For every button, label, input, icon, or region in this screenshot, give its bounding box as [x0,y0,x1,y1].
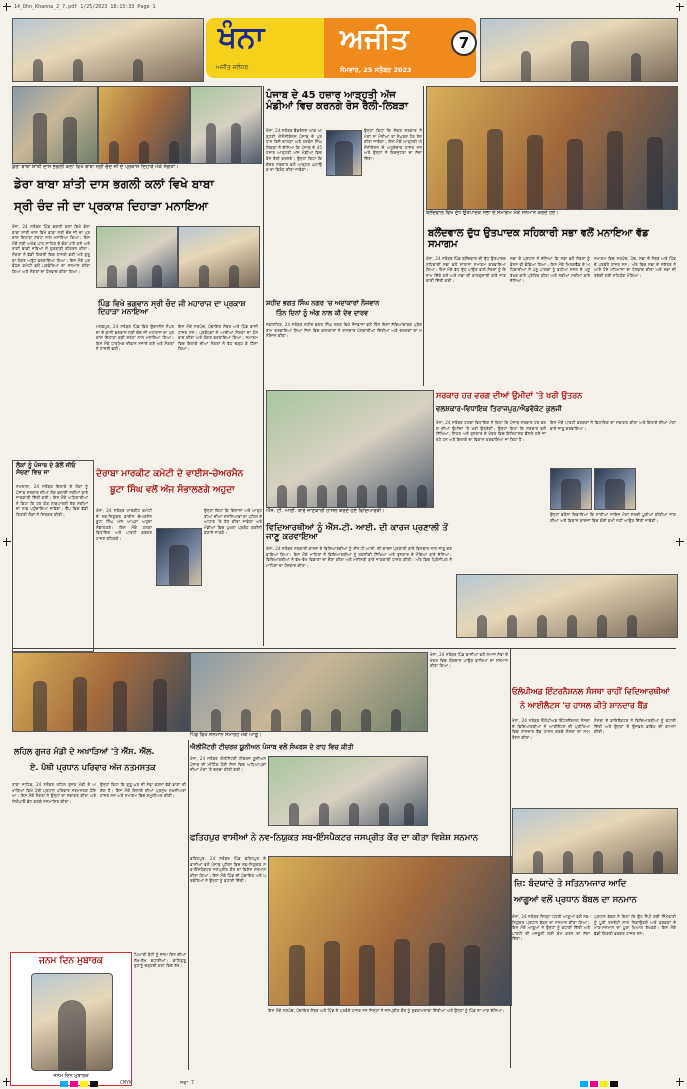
story-headline: ਸ੍ਰੀ ਚੰਦ ਜੀ ਦਾ ਪ੍ਰਕਾਸ਼ ਦਿਹਾੜਾ ਮਨਾਇਆ [14,199,208,213]
story-headline: ਨੇ ਆਈਲੈਟਸ 'ਚ ਹਾਸਲ ਕੀਤੇ ਸ਼ਾਨਦਾਰ ਬੈਂਡ [520,701,648,710]
group-photo [268,856,512,1006]
article-body-text: ਇਸ ਮੌਕੇ ਪਾਰਟੀ ਵਰਕਰਾਂ ਨੇ ਵਿਧਾਇਕ ਦਾ ਸਵਾਗਤ ਕੀਤਾ ਅਤੇ ਇਲਾਕੇ ਦੀਆਂ ਮੰਗਾਂ ਬਾਰੇ ਜਾਣੂ ਕਰਵਾਇਆ। [550,420,676,431]
story-photo [98,86,190,164]
masthead-date: ਸੋਮਵਾਰ, 25 ਸਤੰਬਰ 2023 [340,66,412,74]
story-headline: ਸਰਕਾਰ ਹਰ ਵਰਗ ਦੀਆਂ ਉਮੀਦਾਂ 'ਤੇ ਖਰੀ ਉਤਰਨ [436,391,583,400]
column-rule [510,648,511,1068]
story-headline: ਐਲੀਮੈਂਟਰੀ ਟੀਚਰਜ਼ ਯੂਨੀਅਨ ਪੰਜਾਬ ਵਲੋਂ ਸੰਘਰਸ਼ ਦੇ ਰਾਹ ਵਿਚ ਕੀਤੀ [190,743,354,751]
birthday-caption: ਜਨਮ ਦਿਨ ਮੁਬਾਰਕ [53,1073,89,1079]
registration-color-swatch [600,1081,608,1087]
article-body-text: ਸੰਸਥਾ ਦੇ ਡਾਇਰੈਕਟਰ ਨੇ ਵਿਦਿਆਰਥੀਆਂ ਨੂੰ ਵਧਾਈ ਦਿੱਤੀ ਅਤੇ ਉਨ੍ਹਾਂ ਦੇ ਉਜਵਲ ਭਵਿੱਖ ਦੀ ਕਾਮਨਾ ਕੀਤੀ। [594,718,676,735]
story-photo [96,226,178,288]
photo-caption: ਡੇਰਾ ਬਾਬਾ ਸ਼ਾਂਤੀ ਦਾਸ ਭਗਲੀ ਕਲਾਂ ਵਿਖੇ ਬਾਬਾ ਸ੍ਰੀ ਚੰਦ ਜੀ ਦੇ ਪ੍ਰਕਾਸ਼ ਦਿਹਾੜੇ ਮੌਕੇ ਸੰਗਤਾਂ। [12,164,179,170]
article-body-text: ਪ੍ਰਧਾਨ ਬੱਬਲ ਨੇ ਕਿਹਾ ਕਿ ਉਹ ਸੌਂਪੀ ਗਈ ਜ਼ਿੰਮੇਵਾਰੀ ਨੂੰ ਪੂਰੀ ਤਨਦੇਹੀ ਨਾਲ ਨਿਭਾਉਣਗੇ ਅਤੇ ਵਰਕਰਾਂ ਦੇ ਮਾਣ-ਸਨਮਾਨ ਦਾ ਪੂਰਾ ਖ਼ਿਆਲ ਰੱਖਣਗੇ। ਇਸ ਮੌਕੇ ਵੱਡੀ ਗਿਣਤੀ ਵਰਕਰ ਹਾਜ਼ਰ ਸਨ। [594,914,676,936]
page-number: 7 [451,30,477,56]
registration-color-swatch [610,1081,618,1087]
story-headline: ਏ. ਪੰਥੀ ਪ੍ਰਧਾਨ ਪਰਿਵਾਰ ਅੱਜ ਨਤਮਸਤਕ [30,763,156,772]
group-photo [266,390,434,508]
masthead-paper-title: ਅਜੀਤ [340,22,409,55]
group-photo [268,756,428,826]
column-rule [263,86,264,646]
article-body-text: ਫਤਿਹਪੁਰ, 24 ਸਤੰਬਰ ਪਿੰਡ ਫਤਿਹਪੁਰ ਦੇ ਵਾਸੀਆਂ ਵਲੋਂ ਪੰਜਾਬ ਪੁਲਿਸ ਵਿਚ ਨਵ-ਨਿਯੁਕਤ ਸਬ-ਇੰਸਪੈਕਟਰ ਜਸਪ੍ਰੀਤ ਕੌਰ ਦਾ ਵਿਸ਼ੇਸ਼ ਸਨਮਾਨ ਕੀਤਾ ਗਿਆ। ਇਸ ਮੌਕੇ ਪਿੰਡ ਦੀ ਪੰਚਾਇਤ ਅਤੇ ਪਤਵੰਤਿਆਂ ਨੇ ਉਨ੍ਹਾਂ ਨੂੰ ਵਧਾਈ ਦਿੱਤੀ। [190,856,266,884]
story-headline: ਜ਼ਿ: ਬੰਦਯਾਦੇ ਤੇ ਸਤਿਨਾਮਜਾਰ ਆਦਿ [514,879,627,889]
story-headline: ਦੇਰਾਬਾ ਮਾਰਕੀਟ ਕਮੇਟੀ ਦੇ ਵਾਈਸ-ਚੇਅਰਮੈਨ [96,469,244,479]
article-body-text: ਇਸ ਮੌਕੇ ਸਰਪੰਚ, ਪੰਚਾਇਤ ਮੈਂਬਰ ਅਤੇ ਪਿੰਡ ਵਾਸੀ ਹਾਜ਼ਰ ਸਨ। ਪ੍ਰਬੰਧਕਾਂ ਨੇ ਆਈਆਂ ਸੰਗਤਾਂ ਦਾ ਧੰਨਵਾਦ ਕੀਤਾ ਅਤੇ ਲੰਗਰ ਵਰਤਾਇਆ ਗਿਆ। ਸਮਾਗਮ ਵਿਚ ਇਲਾਕੇ ਦੀਆਂ ਸੰਗਤਾਂ ਨੇ ਵੱਧ ਚੜ੍ਹ ਕੇ ਹਿੱਸਾ ਲਿਆ। [178,324,258,352]
crop-mark [676,1078,684,1086]
article-body-text: ਉਨ੍ਹਾਂ ਕਿਹਾ ਕਿ ਗੁਰੂ ਘਰ ਦੀ ਸੇਵਾ ਕਰਨਾ ਵੱਡੇ ਭਾਗਾਂ ਦੀ ਗੱਲ ਹੈ। ਇਸ ਮੌਕੇ ਇਲਾਕੇ ਦੀਆਂ ਪ੍ਰਮੁੱਖ ਸ਼ਖ਼ਸੀਅਤਾਂ ਹਾਜ਼ਰ ਸਨ ਅਤੇ ਸਮਾਗਮ ਵਿਚ ਸ਼ਮੂਲੀਅਤ ਕੀਤੀ। [100,782,186,799]
article-body-text: ਖੰਨਾ, 24 ਸਤੰਬਰ ਫੈਡਰੇਸ਼ਨ ਆਫ਼ ਆੜ੍ਹਤੀ ਐਸੋਸੀਏਸ਼ਨ ਪੰਜਾਬ ਦੇ ਪ੍ਰਧਾਨ ਵਿਜੇ ਕਾਲੜਾ ਅਤੇ ਹਰਬੰਸ ਸਿੰਘ ਲਿਬੜਾ ਨੇ ਦੱਸਿਆ ਕਿ ਪੰਜਾਬ ਦੇ 45 ਹਜ਼ਾਰ ਆੜ੍ਹਤੀ ਅੱਜ ਮੰਡੀਆਂ ਵਿਚ ਰੋਸ ਰੈਲੀ ਕਰਨਗੇ। ਉਨ੍ਹਾਂ ਕਿਹਾ ਕਿ ਕੇਂਦਰ ਸਰਕਾਰ ਵਲੋਂ ਆੜ੍ਹਤ ਘਟਾਉਣ ਦਾ ਵਿਰੋਧ ਕੀਤਾ ਜਾਵੇਗਾ। [266,128,322,173]
story-headline: ਡੇਰਾ ਬਾਬਾ ਸ਼ਾਂਤੀ ਦਾਸ ਭਗਲੀ ਕਲਾਂ ਵਿਖੇ ਬਾਬਾ [14,177,214,191]
footer-code-left: CMYK [120,1080,133,1086]
group-photo [456,574,678,638]
article-body-text: ਖੰਨਾ, 24 ਸਤੰਬਰ ਓਲੰਪੀਅਡ ਇੰਟਰਨੈਸ਼ਨਲ ਸੰਸਥਾ ਦੇ ਵਿਦਿਆਰਥੀਆਂ ਨੇ ਆਈਲੈਟਸ ਦੀ ਪ੍ਰੀਖਿਆ ਵਿਚ ਸ਼ਾਨਦਾਰ ਬੈਂਡ ਹਾਸਲ ਕਰਕੇ ਸੰਸਥਾ ਦਾ ਨਾਮ ਰੌਸ਼ਨ ਕੀਤਾ। [512,718,590,740]
article-body-text: ਖੰਨਾ, 24 ਸਤੰਬਰ ਐਲੀਮੈਂਟਰੀ ਟੀਚਰਜ਼ ਯੂਨੀਅਨ ਪੰਜਾਬ ਦੀ ਮੀਟਿੰਗ ਹੋਈ ਜਿਸ ਵਿਚ ਅਧਿਆਪਕਾਂ ਦੀਆਂ ਮੰਗਾਂ 'ਤੇ ਚਰਚਾ ਕੀਤੀ ਗਈ। [190,756,266,773]
story-photo [190,86,262,164]
article-body-text: ਖੰਨਾ, 24 ਸਤੰਬਰ ਮਾਰਕੀਟ ਕਮੇਟੀ ਦੇ ਨਵ-ਨਿਯੁਕਤ ਵਾਈਸ ਚੇਅਰਮੈਨ ਬੂਟਾ ਸਿੰਘ ਅੱਜ ਆਪਣਾ ਅਹੁਦਾ ਸੰਭਾਲਣਗੇ। ਇਸ ਮੌਕੇ ਹਲਕਾ ਵਿਧਾਇਕ ਅਤੇ ਪਾਰਟੀ ਵਰਕਰ ਹਾਜ਼ਰ ਰਹਿਣਗੇ। [96,508,152,541]
file-meta: 14_Dhn_Khanna_2_7.pdf 1/25/2023 18:15:33 Page 1 [14,4,156,10]
story-headline: ਲੋਕਾਂ ਨੂੰ ਪੰਜਾਬ ਦੇ ਗੱਲੋਂ ਜੀਓ ਸੱਚਣਾ ਵਿਚ ਜਾ [16,462,76,476]
footer-code-center: ਸਫਾ 7 [180,1080,195,1086]
article-body-text: ਇਸ ਮੌਕੇ ਸਰਪੰਚ, ਪੰਚਾਇਤ ਮੈਂਬਰ ਅਤੇ ਪਿੰਡ ਦੇ ਪਤਵੰਤੇ ਹਾਜ਼ਰ ਸਨ ਜਿਨ੍ਹਾਂ ਨੇ ਜਸਪ੍ਰੀਤ ਕੌਰ ਨੂੰ ਸ਼ੁਭਕਾਮਨਾਵਾਂ ਦਿੱਤੀਆਂ ਅਤੇ ਉਨ੍ਹਾਂ ਨੂੰ ਪਿੰਡ ਦਾ ਮਾਣ ਦੱਸਿਆ। [268,1008,505,1013]
group-photo [512,808,678,874]
article-body-text: ਖੰਨਾ, 24 ਸਤੰਬਰ ਹਲਕਾ ਵਿਧਾਇਕ ਨੇ ਕਿਹਾ ਕਿ ਪੰਜਾਬ ਸਰਕਾਰ ਹਰ ਵਰਗ ਦੀਆਂ ਉਮੀਦਾਂ 'ਤੇ ਖਰੀ ਉਤਰੇਗੀ। ਉਨ੍ਹਾਂ ਕਿਹਾ ਕਿ ਸਰਕਾਰ ਵਲੋਂ ਸਿੱਖਿਆ, ਸਿਹਤ ਅਤੇ ਰੁਜ਼ਗਾਰ ਦੇ ਖੇਤਰ ਵਿਚ ਇਤਿਹਾਸਕ ਫ਼ੈਸਲੇ ਲਏ ਜਾ ਰਹੇ ਹਨ ਅਤੇ ਇਲਾਕੇ ਦਾ ਵਿਕਾਸ ਕਰਵਾਇਆ ਜਾ ਰਿਹਾ ਹੈ। [436,420,546,442]
portrait-photo [594,468,636,510]
story-headline: ਵਿਦਿਆਰਥੀਆਂ ਨੂੰ ਐੱਸ.ਟੀ. ਆਈ. ਦੀ ਕਾਰਜ ਪ੍ਰਣਾਲੀ ਤੋਂ ਜਾਣੂ ਕਰਵਾਇਆ [266,523,448,543]
lead-headline: ਪੰਜਾਬ ਦੇ 45 ਹਜ਼ਾਰ ਆੜ੍ਹਤੀ ਅੱਜ ਮੰਡੀਆਂ ਵਿਚ ਕਰਨਗੇ ਰੋਸ ਰੈਲੀ-ਲਿਬੜਾ [266,90,408,112]
header-left-banner-image [12,18,204,82]
story-headline: ਲਹਿਲ ਗੁਜਰ ਮੰਡੀ ਦੇ ਅਖਾੜਿਆਂ 'ਤੇ ਐੱਸ. ਐੱਲ. [14,747,155,756]
registration-color-swatch [60,1081,68,1087]
article-body-text: ਉਨ੍ਹਾਂ ਕਿਹਾ ਕਿ ਜੇਕਰ ਸਰਕਾਰ ਨੇ ਮੰਗਾਂ ਨਾ ਮੰਨੀਆਂ ਤਾਂ ਸੰਘਰਸ਼ ਹੋਰ ਤੇਜ਼ ਕੀਤਾ ਜਾਵੇਗਾ। ਇਸ ਮੌਕੇ ਆੜ੍ਹਤੀ ਐਸੋਸੀਏਸ਼ਨ ਦੇ ਅਹੁਦੇਦਾਰ ਹਾਜ਼ਰ ਸਨ ਅਤੇ ਉਨ੍ਹਾਂ ਨੇ ਇਕਜੁਟਤਾ ਦਾ ਸੱਦਾ ਦਿੱਤਾ। [364,128,422,161]
portrait-photo [550,468,592,510]
story-photo [12,86,98,164]
crop-mark [3,538,11,546]
article-body-text: ਖੰਨਾ, 24 ਸਤੰਬਰ ਪਿੰਡ ਬਲੌਂਦਵਾਲ ਦੀ ਦੁੱਧ ਉਤਪਾਦਕ ਸਹਿਕਾਰੀ ਸਭਾ ਵਲੋਂ ਸਾਲਾਨਾ ਸਮਾਗਮ ਕਰਵਾਇਆ ਗਿਆ। ਇਸ ਮੌਕੇ ਵੱਧ ਦੁੱਧ ਪਾਉਣ ਵਾਲੇ ਮੈਂਬਰਾਂ ਨੂੰ ਇਨਾਮ ਦਿੱਤੇ ਗਏ ਅਤੇ ਸਭਾ ਦੀ ਕਾਰਗੁਜ਼ਾਰੀ ਬਾਰੇ ਜਾਣਕਾਰੀ ਦਿੱਤੀ ਗਈ। [426,256,506,284]
column-rule [188,740,189,1070]
story-headline: ਤਿੰਨ ਦਿਨਾਂ ਨੂੰ ਅੱਗ ਨਾਲ ਕੀ ਦੇਵ ਦਾਰਵ [276,309,369,317]
birthday-title: ਜਨਮ ਦਿਨ ਮੁਬਾਰਕ [38,956,103,966]
story-headline: ਫਤਿਹਪੁਰ ਵਾਸੀਆਂ ਨੇ ਨਵ-ਨਿਯੁਕਤ ਸਬ-ਇੰਸਪੈਕਟਰ ਜਸਪ੍ਰੀਤ ਕੌਰ ਦਾ ਕੀਤਾ ਵਿਸ਼ੇਸ਼ ਸਨਮਾਨ [190,833,479,843]
lead-photo [426,86,678,210]
registration-color-swatch [590,1081,598,1087]
photo-caption: ਬਲੌਂਦਵਾਲ ਵਿਖੇ ਦੁੱਧ ਉਤਪਾਦਕ ਸਭਾ ਦੇ ਸਮਾਗਮ ਮੌਕੇ ਸਨਮਾਨ ਕਰਦੇ ਹੋਏ। [426,210,559,216]
birthday-child-photo [31,973,113,1071]
article-body-text: ਖੰਨਾ, 24 ਸਤੰਬਰ ਪਿੰਡ ਵਾਸੀਆਂ ਵਲੋਂ ਸਮਾਜ ਸੇਵਾ ਦੇ ਖੇਤਰ ਵਿਚ ਯੋਗਦਾਨ ਪਾਉਣ ਵਾਲਿਆਂ ਦਾ ਸਨਮਾਨ ਕੀਤਾ ਗਿਆ। [430,652,508,669]
article-body-text: ਮਲਕਪੁਰ, 24 ਸਤੰਬਰ ਪਿੰਡ ਵਿਖੇ ਉਦਾਸੀਨ ਸੰਪਰਦਾ ਦੇ ਬਾਨੀ ਭਗਵਾਨ ਸ੍ਰੀ ਚੰਦ ਜੀ ਮਹਾਰਾਜ ਦਾ ਪ੍ਰਕਾਸ਼ ਦਿਹਾੜਾ ਬੜੀ ਸ਼ਰਧਾ ਨਾਲ ਮਨਾਇਆ ਗਿਆ। ਇਸ ਮੌਕੇ ਧਾਰਮਿਕ ਦੀਵਾਨ ਸਜਾਏ ਗਏ ਅਤੇ ਸੰਗਤਾਂ ਨੇ ਹਾਜ਼ਰੀ ਭਰੀ। [96,324,174,352]
registration-color-swatch [70,1081,78,1087]
article-body-text: ਉਨ੍ਹਾਂ ਭਰੋਸਾ ਦਿਵਾਇਆ ਕਿ ਸਾਰੀਆਂ ਜਾਇਜ਼ ਮੰਗਾਂ ਜਲਦੀ ਪੂਰੀਆਂ ਕੀਤੀਆਂ ਜਾਣਗੀਆਂ ਅਤੇ ਵਿਕਾਸ ਕਾਰਜਾਂ ਵਿਚ ਕੋਈ ਕਮੀ ਨਹੀਂ ਆਉਣ ਦਿੱਤੀ ਜਾਵੇਗੀ। [550,512,676,523]
story-headline: ਬੂਟਾ ਸਿੰਘ ਵਲੋਂ ਅੱਜ ਸੰਭਾਲਣਗੇ ਅਹੁਦਾ [110,485,235,495]
group-photo [12,652,190,732]
article-body-text: ਪਿਆਰੀ ਬੇਟੀ ਨੂੰ ਜਨਮ ਦਿਨ ਦੀਆਂ ਲੱਖ-ਲੱਖ ਵਧਾਈਆਂ। ਵਾਹਿਗੁਰੂ ਤੁਹਾਨੂੰ ਚੜ੍ਹਦੀ ਕਲਾ ਵਿਚ ਰੱਖੇ। [134,952,186,969]
photo-caption: ਪਿੰਡ ਵਿਖੇ ਸਨਮਾਨ ਸਮਾਰੋਹ ਮੌਕੇ ਆਗੂ। [190,732,262,738]
crop-mark [676,538,684,546]
article-body-text: ਸਮਰਾਲਾ, 24 ਸਤੰਬਰ ਇਲਾਕੇ ਦੇ ਲੋਕਾਂ ਨੂੰ ਪੰਜਾਬ ਸਰਕਾਰ ਦੀਆਂ ਲੋਕ ਭਲਾਈ ਸਕੀਮਾਂ ਬਾਰੇ ਜਾਣਕਾਰੀ ਦਿੱਤੀ ਗਈ। ਇਸ ਮੌਕੇ ਅਧਿਕਾਰੀਆਂ ਨੇ ਕਿਹਾ ਕਿ ਹਰ ਯੋਗ ਲਾਭਪਾਤਰੀ ਤੱਕ ਸਕੀਮਾਂ ਦਾ ਲਾਭ ਪਹੁੰਚਾਇਆ ਜਾਵੇਗਾ। ਕੈਂਪ ਵਿਚ ਵੱਡੀ ਗਿਣਤੀ ਲੋਕਾਂ ਨੇ ਸ਼ਿਰਕਤ ਕੀਤੀ। [16,484,88,517]
article-body-text: ਖੰਨਾ, 24 ਸਤੰਬਰ ਸਰਕਾਰੀ ਕਾਲਜ ਦੇ ਵਿਦਿਆਰਥੀਆਂ ਨੂੰ ਐੱਸ.ਟੀ.ਆਈ. ਦੀ ਕਾਰਜ ਪ੍ਰਣਾਲੀ ਬਾਰੇ ਵਿਸਥਾਰ ਨਾਲ ਜਾਣੂ ਕਰਵਾਇਆ ਗਿਆ। ਇਸ ਮੌਕੇ ਮਾਹਿਰਾਂ ਨੇ ਵਿਦਿਆਰਥੀਆਂ ਨੂੰ ਤਕਨੀਕੀ ਸਿੱਖਿਆ ਅਤੇ ਰੁਜ਼ਗਾਰ ਦੇ ਮੌਕਿਆਂ ਬਾਰੇ ਦੱਸਿਆ। ਵਿਦਿਆਰਥੀਆਂ ਨੇ ਵੱਖ-ਵੱਖ ਵਿਭਾਗਾਂ ਦਾ ਦੌਰਾ ਕੀਤਾ ਅਤੇ ਮਸ਼ੀਨਰੀ ਬਾਰੇ ਜਾਣਕਾਰੀ ਹਾਸਲ ਕੀਤੀ। ਅੰਤ ਵਿਚ ਪ੍ਰਿੰਸੀਪਲ ਨੇ ਮਾਹਿਰਾਂ ਦਾ ਧੰਨਵਾਦ ਕੀਤਾ। [266,546,452,568]
story-headline: ਪਿੰਡ ਵਿਖੇ ਭਗਵਾਨ ਸ੍ਰੀ ਚੰਦ ਜੀ ਮਹਾਰਾਜ ਦਾ ਪ੍ਰਕਾਸ਼ ਦਿਹਾੜਾ ਮਨਾਇਆ [98,299,246,317]
row-rule [12,648,676,649]
article-body-text: ਨਵਾਂਸ਼ਹਿਰ, 24 ਸਤੰਬਰ ਸ਼ਹੀਦ ਭਗਤ ਸਿੰਘ ਨਗਰ ਵਿਖੇ ਨੌਜਵਾਨਾਂ ਵਲੋਂ ਤਿੰਨ ਦਿਨਾਂ ਸੱਭਿਆਚਾਰਕ ਪ੍ਰੋਗਰਾਮ ਕਰਵਾਇਆ ਗਿਆ ਜਿਸ ਵਿਚ ਕਲਾਕਾਰਾਂ ਨੇ ਸ਼ਾਨਦਾਰ ਪੇਸ਼ਕਾਰੀਆਂ ਦਿੱਤੀਆਂ ਅਤੇ ਦਰਸ਼ਕਾਂ ਦਾ ਮਨੋਰੰਜਨ ਕੀਤਾ। [266,322,422,339]
story-headline: ਵਲਸ਼ਕਾਰ-ਵਿਧਾਇਕ ਤਿਰਾਜਪੁਰ/ਐਡਵੋਕੇਟ ਕੁਲਜੀ [436,405,563,413]
article-body-text: ਰਾੜਾ ਸਾਹਿਬ, 24 ਸਤੰਬਰ ਲਹਿਲ ਗੁਜਰ ਮੰਡੀ ਦੇ ਅਖਾੜਿਆਂ ਵਿਖੇ ਪੰਥੀ ਪ੍ਰਧਾਨ ਪਰਿਵਾਰ ਨਤਮਸਤਕ ਹੋਇਆ। ਇਸ ਮੌਕੇ ਸੰਗਤਾਂ ਨੇ ਉਨ੍ਹਾਂ ਦਾ ਸਵਾਗਤ ਕੀਤਾ ਅਤੇ ਸਿਰੋਪਾਓ ਭੇਟ ਕਰਕੇ ਸਨਮਾਨਿਤ ਕੀਤਾ। [12,782,96,804]
registration-color-swatch [580,1081,588,1087]
photo-caption: ਐੱਸ. ਟੀ. ਆਈ. ਬਾਰੇ ਜਾਣਕਾਰੀ ਹਾਸਲ ਕਰਦੇ ਹੋਏ ਵਿਦਿਆਰਥੀ। [266,508,385,514]
story-photo [178,226,260,288]
crop-mark [3,3,11,11]
masthead-subtitle: ਅਜੀਤ ਜਲੰਧਰ [216,64,249,71]
story-headline: ਬਲੌਂਦਵਾਲ ਦੁੱਧ ਉਤਪਾਦਕ ਸਹਿਕਾਰੀ ਸਭਾ ਵਲੋਂ ਮਨਾਇਆ ਵੱਡ ਸਮਾਗਮ [428,228,649,250]
article-body-text: ਖੰਨਾ, 24 ਸਤੰਬਰ ਜ਼ਿਲ੍ਹਾ ਪੱਧਰੀ ਆਗੂਆਂ ਵਲੋਂ ਨਵ-ਨਿਯੁਕਤ ਪ੍ਰਧਾਨ ਬੱਬਲ ਦਾ ਸਨਮਾਨ ਕੀਤਾ ਗਿਆ। ਇਸ ਮੌਕੇ ਆਗੂਆਂ ਨੇ ਉਨ੍ਹਾਂ ਨੂੰ ਵਧਾਈ ਦਿੱਤੀ ਅਤੇ ਪਾਰਟੀ ਦੀ ਮਜ਼ਬੂਤੀ ਲਈ ਕੰਮ ਕਰਨ ਦਾ ਸੱਦਾ ਦਿੱਤਾ। [512,914,590,942]
group-photo [190,652,428,732]
birthday-advertisement [10,952,132,1086]
story-headline: ਆਗੂਆਂ ਵਲੋਂ ਪ੍ਰਧਾਨ ਬੱਬਲ ਦਾ ਸਨਮਾਨ [514,895,637,905]
registration-color-swatch [80,1081,88,1087]
story-headline: ਸ਼ਹੀਦ ਭਗਤ ਸਿੰਘ ਨਗਰ 'ਚ ਅਦਾਕਾਰਾਂ ਨੌਜਵਾਨ [266,299,380,307]
masthead-city-title: ਖੰਨਾ [218,20,265,55]
portrait-photo [156,528,202,586]
article-body-text: ਉਨ੍ਹਾਂ ਕਿਹਾ ਕਿ ਕਿਸਾਨਾਂ ਅਤੇ ਆੜ੍ਹਤੀਆਂ ਦੀਆਂ ਸਮੱਸਿਆਵਾਂ ਦਾ ਪਹਿਲ ਦੇ ਆਧਾਰ 'ਤੇ ਹੱਲ ਕੀਤਾ ਜਾਵੇਗਾ ਅਤੇ ਮੰਡੀਆਂ ਵਿਚ ਪੁਖ਼ਤਾ ਪ੍ਰਬੰਧ ਯਕੀਨੀ ਬਣਾਏ ਜਾਣਗੇ। [204,508,262,536]
article-body-text: ਸਭਾ ਦੇ ਪ੍ਰਧਾਨ ਨੇ ਦੱਸਿਆ ਕਿ ਸਭਾ ਵਲੋਂ ਮੈਂਬਰਾਂ ਨੂੰ ਬੋਨਸ ਵੀ ਵੰਡਿਆ ਗਿਆ। ਇਸ ਮੌਕੇ ਮਿਲਕਫੈੱਡ ਦੇ ਅਧਿਕਾਰੀਆਂ ਨੇ ਪਸ਼ੂ ਪਾਲਕਾਂ ਨੂੰ ਵਧੀਆ ਨਸਲ ਦੇ ਪਸ਼ੂ ਰੱਖਣ ਬਾਰੇ ਪ੍ਰੇਰਿਤ ਕੀਤਾ ਅਤੇ ਨਵੀਆਂ ਸਕੀਮਾਂ ਬਾਰੇ ਦੱਸਿਆ। [510,256,590,284]
portrait-photo [326,130,362,176]
article-body-text: ਸਮਾਗਮ ਵਿਚ ਸਰਪੰਚ, ਪੰਚ, ਸਭਾ ਦੇ ਮੈਂਬਰ ਅਤੇ ਪਿੰਡ ਦੇ ਪਤਵੰਤੇ ਹਾਜ਼ਰ ਸਨ। ਅੰਤ ਵਿਚ ਸਭਾ ਦੇ ਸਕੱਤਰ ਨੇ ਆਏ ਹੋਏ ਮਹਿਮਾਨਾਂ ਦਾ ਧੰਨਵਾਦ ਕੀਤਾ ਅਤੇ ਸਭਾ ਦੀ ਤਰੱਕੀ ਲਈ ਸਹਿਯੋਗ ਮੰਗਿਆ। [594,256,676,278]
header-right-banner-image [480,18,678,82]
story-headline: ਓਲੰਪੀਅਡ ਇੰਟਰਨੈਸ਼ਨਲ ਸੰਸਥਾ ਰਾਹੀਂ ਵਿਦਿਆਰਥੀਆਂ [512,687,670,696]
article-body-text: ਖੰਨਾ, 24 ਸਤੰਬਰ ਪਿੰਡ ਭਗਲੀ ਕਲਾਂ ਵਿਖੇ ਡੇਰਾ ਬਾਬਾ ਸ਼ਾਂਤੀ ਦਾਸ ਵਿਖੇ ਬਾਬਾ ਸ੍ਰੀ ਚੰਦ ਜੀ ਦਾ ਪ੍ਰਕਾਸ਼ ਦਿਹਾੜਾ ਸ਼ਰਧਾ ਨਾਲ ਮਨਾਇਆ ਗਿਆ। ਇਸ ਮੌਕੇ ਸ੍ਰੀ ਅਖੰਡ ਪਾਠ ਸਾਹਿਬ ਦੇ ਭੋਗ ਪਾਏ ਗਏ ਅਤੇ ਰਾਗੀ ਢਾਡੀ ਜਥਿਆਂ ਨੇ ਗੁਰਬਾਣੀ ਕੀਰਤਨ ਕੀਤਾ। ਸੰਗਤਾਂ ਨੇ ਵੱਡੀ ਗਿਣਤੀ ਵਿਚ ਹਾਜ਼ਰੀ ਭਰੀ ਅਤੇ ਗੁਰੂ ਕਾ ਲੰਗਰ ਅਤੁੱਟ ਵਰਤਾਇਆ ਗਿਆ। ਇਸ ਮੌਕੇ ਪ੍ਰਬੰਧਕ ਕਮੇਟੀ ਵਲੋਂ ਪਤਵੰਤਿਆਂ ਦਾ ਸਨਮਾਨ ਕੀਤਾ ਗਿਆ ਅਤੇ ਸੰਗਤਾਂ ਦਾ ਧੰਨਵਾਦ ਕੀਤਾ ਗਿਆ। [12,224,90,274]
crop-mark [676,3,684,11]
column-rule [423,86,424,386]
registration-color-swatch [90,1081,98,1087]
